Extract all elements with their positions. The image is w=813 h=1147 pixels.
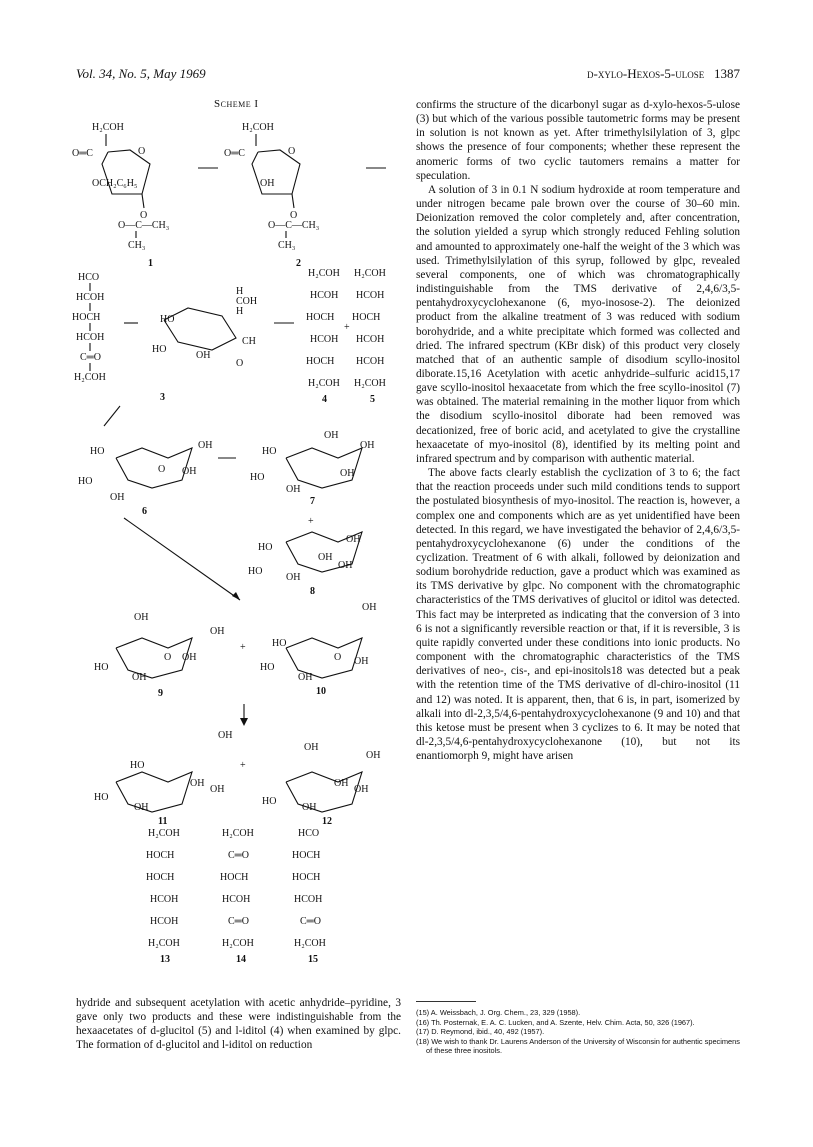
compound-2 xyxy=(224,122,386,269)
label: HCO xyxy=(298,828,320,839)
label: HO xyxy=(94,662,109,673)
label: OH xyxy=(298,672,313,683)
label: HOCH xyxy=(220,872,249,883)
label: OH xyxy=(334,778,349,789)
label: O xyxy=(138,146,146,157)
footnote: (17) D. Reymond, ibid., 40, 492 (1957). xyxy=(416,1027,545,1037)
page-header xyxy=(76,66,740,84)
label: OH xyxy=(340,468,355,479)
label: HO xyxy=(258,542,273,553)
compound-3 xyxy=(72,272,294,403)
compound-number: 5 xyxy=(370,394,375,405)
label: HCOH xyxy=(310,290,339,301)
compound-9 xyxy=(94,612,224,699)
label: OH xyxy=(304,742,319,753)
label: OH xyxy=(360,440,375,451)
label: H₂COH xyxy=(354,268,386,279)
label: OH xyxy=(346,534,361,545)
compound-14 xyxy=(220,828,254,965)
label: HO xyxy=(130,760,145,771)
label: O—C—CH₃ xyxy=(268,220,320,231)
label: H₂COH xyxy=(242,122,274,133)
label: H₂COH xyxy=(148,938,180,949)
scheme-title: Scheme I xyxy=(214,98,259,110)
paragraph: A solution of 3 in 0.1 N sodium hydroxide at room temperature and under nitrogen became pale brown over the course of 30–60 min. Deionization removed the color completely and, after concentration, the solution yielded a syrup which strongly reduced Fehling solution and amounted to approximately one-half the weight of the 3 which was used. Trimethylsilylation of this syrup, followed by glpc, revealed several components, one of which was chromatographically indistinguishable from the TMS derivative of 2,4,6/3,5-pentahydroxycyclohexanone (6, myo-inosose-2). The deionized product from the alkaline treatment of 3 was reduced with sodium borohydride, and a white precipitate which formed was collected and dried. The infrared spectrum (KBr disk) of this product very closely matched that of an authentic sample of disodium scyllo-inositol diborate.15,16 Acetylation with acetic anhydride–sulfuric acid15,17 gave scyllo-inositol hexaacetate from which the free scyllo-inositol (7) was obtained. The material remaining in the mother liquor from which the disodium scyllo-inositol diborate had been removed was decationized, free of boric acid, and acetylated to give the crystalline hexaacetate of myo-inositol (8), identified by its melting point and infrared spectrum and by comparison with authentic material. xyxy=(416,183,740,465)
label: OH xyxy=(198,440,213,451)
journal-volume: Vol. 34, No. 5, May 1969 xyxy=(76,66,206,81)
label: HCOH xyxy=(222,894,251,905)
label: HCOH xyxy=(310,334,339,345)
label: HO xyxy=(90,446,105,457)
compound-8 xyxy=(248,532,362,597)
label: OH xyxy=(134,802,149,813)
paragraph: hydride and subsequent acetylation with acetic anhydride–pyridine, 3 gave only two products and these were indistinguishable from the hexaacetates of d-glucitol (5) and l-iditol (4) when examined by glpc. The formation of d-glucitol and l-iditol on reduction xyxy=(76,997,401,1052)
label: HCOH xyxy=(76,332,105,343)
compound-10 xyxy=(260,602,376,697)
label: C═O xyxy=(80,352,101,363)
label: OH xyxy=(302,802,317,813)
label: HO xyxy=(250,472,265,483)
label: OH xyxy=(362,602,377,613)
footnote: (18) We wish to thank Dr. Laurens Anderson of the University of Wisconsin for authentic specimens of these three inositols. xyxy=(416,1036,740,1056)
compound-4 xyxy=(306,268,340,405)
label: HO xyxy=(160,314,175,325)
plus-sign: + xyxy=(240,760,246,771)
label: HO xyxy=(94,792,109,803)
label: C═O xyxy=(300,916,321,927)
label: HOCH xyxy=(352,312,381,323)
label: OH xyxy=(190,778,205,789)
label: HCOH xyxy=(356,290,385,301)
paragraph: confirms the structure of the dicarbonyl sugar as d-xylo-hexos-5-ulose (3) but which of the various possible tautometric forms may be present in solution is not known as yet. After trimethylsilylation of 3, glpc shows the presence of four components; whether these represent the anomeric forms of two cyclic tautomers remains a matter for speculation. xyxy=(416,99,740,182)
label: OH xyxy=(286,572,301,583)
label: O xyxy=(334,652,342,663)
label: HOCH xyxy=(306,356,335,367)
label: OH xyxy=(324,430,339,441)
compound-number: 12 xyxy=(322,816,332,827)
label: HO xyxy=(248,566,263,577)
compound-number: 10 xyxy=(316,686,326,697)
label: HO xyxy=(78,476,93,487)
label: H₂COH xyxy=(222,828,254,839)
label: OH xyxy=(366,750,381,761)
label: H₂COH xyxy=(92,122,124,133)
label: HO xyxy=(152,344,167,355)
compound-13 xyxy=(146,828,180,965)
label: OH xyxy=(182,652,197,663)
label: HCOH xyxy=(150,894,179,905)
label: HOCH xyxy=(146,850,175,861)
compound-15 xyxy=(292,828,326,965)
footnote: (16) Th. Posternak, E. A. C. Lucken, and A. Szente, Helv. Chim. Acta, 50, 326 (1967). xyxy=(416,1017,695,1027)
label: HOCH xyxy=(292,872,321,883)
compound-number: 11 xyxy=(158,816,168,827)
label: HOCH xyxy=(292,850,321,861)
compound-6 xyxy=(78,440,212,517)
label: HCOH xyxy=(356,334,385,345)
label: CH₃ xyxy=(128,240,146,251)
label: OH xyxy=(354,784,369,795)
label: HCOH xyxy=(76,292,105,303)
label: O xyxy=(288,146,296,157)
compound-number: 4 xyxy=(322,394,327,405)
label: O xyxy=(164,652,172,663)
running-title xyxy=(587,66,740,82)
label: COH xyxy=(236,296,258,307)
compound-1 xyxy=(72,122,218,269)
label: H₂COH xyxy=(148,828,180,839)
label: OH xyxy=(218,730,233,741)
label: OH xyxy=(210,784,225,795)
label: OH xyxy=(132,672,147,683)
label: CH₃ xyxy=(278,240,296,251)
label: OCH₂C₆H₅ xyxy=(92,178,138,189)
plus-sign: + xyxy=(240,642,246,653)
label: H xyxy=(236,286,244,297)
label: O═C xyxy=(224,148,245,159)
page-number: 1387 xyxy=(714,66,740,81)
label: HO xyxy=(262,446,277,457)
label: O xyxy=(236,358,244,369)
compound-7 xyxy=(250,430,374,507)
label: H₂COH xyxy=(222,938,254,949)
compound-number: 13 xyxy=(160,954,170,965)
label: H₂COH xyxy=(294,938,326,949)
label: HOCH xyxy=(306,312,335,323)
compound-number: 1 xyxy=(148,258,153,269)
label: HCO xyxy=(78,272,100,283)
plus-sign: + xyxy=(344,322,350,333)
label: OH xyxy=(260,178,275,189)
footnote-separator xyxy=(416,1001,476,1002)
label: H xyxy=(236,306,244,317)
label: OH xyxy=(110,492,125,503)
label: OH xyxy=(354,656,369,667)
right-column-text xyxy=(416,98,740,763)
scheme-figure xyxy=(72,108,402,978)
label: OH xyxy=(210,626,225,637)
label: OH xyxy=(196,350,211,361)
compound-11 xyxy=(94,730,232,827)
compound-number: 7 xyxy=(310,496,315,507)
compound-number: 15 xyxy=(308,954,318,965)
compound-number: 8 xyxy=(310,586,315,597)
label: HOCH xyxy=(146,872,175,883)
compound-number: 9 xyxy=(158,688,163,699)
label: O xyxy=(140,210,148,221)
compound-12 xyxy=(262,742,380,827)
compound-number: 3 xyxy=(160,392,165,403)
compound-5 xyxy=(352,268,386,405)
compound-number: 6 xyxy=(142,506,147,517)
label: OH xyxy=(318,552,333,563)
label: H₂COH xyxy=(74,372,106,383)
label: C═O xyxy=(228,916,249,927)
label: OH xyxy=(286,484,301,495)
left-column-text xyxy=(76,996,401,1053)
footnotes xyxy=(416,1008,740,1056)
label: O—C—CH₃ xyxy=(118,220,170,231)
label: O xyxy=(290,210,298,221)
label: O═C xyxy=(72,148,93,159)
plus-sign: + xyxy=(308,516,314,527)
label: C═O xyxy=(228,850,249,861)
label: HCOH xyxy=(150,916,179,927)
footnote: (15) A. Weissbach, J. Org. Chem., 23, 329 (1958). xyxy=(416,1008,581,1017)
label: HCOH xyxy=(356,356,385,367)
label: HO xyxy=(272,638,287,649)
compound-number: 14 xyxy=(236,954,246,965)
label: HCOH xyxy=(294,894,323,905)
label: HO xyxy=(262,796,277,807)
compound-number: 2 xyxy=(296,258,301,269)
label: H₂COH xyxy=(354,378,386,389)
label: OH xyxy=(338,560,353,571)
label: H₂COH xyxy=(308,378,340,389)
label: O xyxy=(158,464,166,475)
label: HO xyxy=(260,662,275,673)
running-title-text: d-xylo-Hexos-5-ulose xyxy=(587,66,705,81)
paragraph: The above facts clearly establish the cyclization of 3 to 6; the fact that the reaction proceeds under such mild conditions tends to support the postulated biosynthesis of myo-inositol. The reaction is, however, a complex one and components which are as yet unidentified have been detected. In this regard, we have investigated the behavior of 2,4,6/3,5-pentahydroxycyclohexanone (6) under the conditions of the cyclization. Treatment of 6 with alkali, followed by deionization and sodium borohydride reduction, gave a product which was examined as its TMS derivative by glpc. No component with the chromatographic characteristics of the TMS derivatives of glucitol or iditol was detected. This fact may be interpreted as indicating that the conversion of 3 into 6 is not a significantly reversible reaction or that, if it is reversible, 3 is quite rapidly converted under these conditions into ionic products. No component with the chromatographic characteristics of the TMS derivatives of neo-, cis-, and epi-inositols18 was detected but a peak with the retention time of the TMS derivative of dl-chiro-inositol (11 and 12) was noted. It is apparent, then, that 6 is, in part, isomerized by alkali into dl-2,3,5/4,6-pentahydroxycyclohexanone (9 and 10) and that this ketose must be present when 3 cyclizes to 6. It may be noted that dl-2,3,5/4,6-pentahydroxycyclohexanone (10), but not its enantiomorph 9, might have arisen xyxy=(416,467,740,763)
label: H₂COH xyxy=(308,268,340,279)
label: OH xyxy=(182,466,197,477)
label: OH xyxy=(134,612,149,623)
label: HOCH xyxy=(72,312,101,323)
label: CH xyxy=(242,336,256,347)
